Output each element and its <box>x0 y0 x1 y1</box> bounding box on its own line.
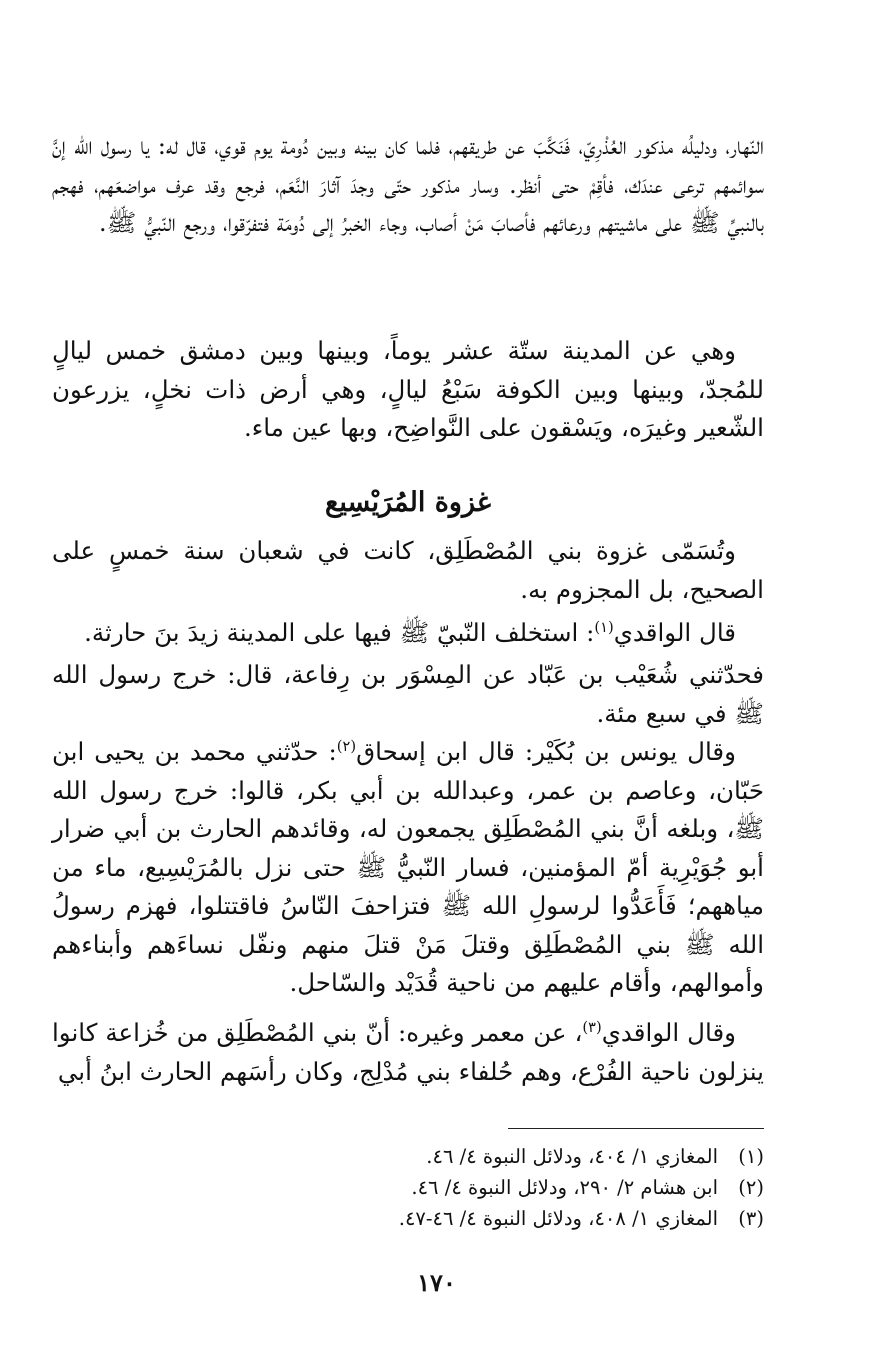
footnotes <box>52 1141 764 1234</box>
section-heading: غزوة المُرَيْسِيع <box>325 487 491 518</box>
paragraph-7-text-start: وقال الواقدي <box>601 1018 736 1047</box>
paragraph-4-text-end: : استخلف النّبيّ ﷺ فيها على المدينة زيدَ بنَ حارثة. <box>84 618 595 647</box>
footnote-item <box>52 1172 764 1203</box>
footnote-ref-2: (٢) <box>336 737 357 755</box>
footnote-number: (٣) <box>738 1207 764 1230</box>
page-number: ١٧٠ <box>417 1268 456 1297</box>
footnote-item <box>52 1141 764 1172</box>
paragraph-5: فحدّثني شُعَيْب بن عَبّاد عن المِسْوَر بن رِفاعة، قال: خرج رسول الله ﷺ في سبع مئة. <box>52 660 764 728</box>
paragraph-3: وتُسَمّى غزوة بني المُصْطَلِق، كانت في شعبان سنة خمسٍ على الصحيح، بل المجزوم به. <box>52 536 764 604</box>
footnote-text: ابن هشام ٢/ ٢٩٠، ودلائل النبوة ٤/ ٤٦. <box>411 1176 718 1199</box>
paragraph-7-text-end: ، عن معمر وغيره: أنّ بني المُصْطَلِق من خُزاعة كانوا ينزلون ناحية الفُرْع، وهم حُلفاء بني مُدْلِج، وكان رأسَهم الحارث ابنُ أبي <box>52 1018 764 1086</box>
footnote-separator <box>508 1128 764 1129</box>
paragraph-6-text-end: : حدّثني محمد بن يحيى ابن حَبّان، وعاصم بن عمر، وعبدالله بن أبي بكر، قالوا: خرج رسول الله ﷺ، وبلغه أنَّ بني المُصْطَلِق يجمعون له، وقائدهم الحارث بن أبي ضرار أبو جُوَيْرِية أمّ المؤمنين، فسار النّبيُّ ﷺ حتى نزل بالمُرَيْسِيع، ماء من مياههم؛ فَأَعَدُّوا لرسولِ الله ﷺ فتزاحفَ النّاسُ فاقتتلوا، فهزم رسولُ الله ﷺ بني المُصْطَلِق وقتلَ مَنْ قتلَ منهم ونفّل نساءَهم وأبناءهم وأموالهم، وأقام عليهم من ناحية قُدَيْد والسّاحل. <box>52 737 764 997</box>
paragraph-6-text-start: وقال يونس بن بُكَيْر: قال ابن إسحاق <box>356 737 736 766</box>
paragraph-1: النّهار، ودليلُه مذكور العُذْرِيّ، فَنَكَّبَ عن طريقهم، فلما كان بينه وبين دُومة يوم قوي، قال له: يا رسول الله إنَّ سوائمهم ترعى عندَك، فأقِمْ حتى أنظر. وسار مذكور حتّى وجدَ آثارَ النَّعَم، فرجع وقد عرف مواضعَهم، فهجم بالنبيِّ ﷺ على ماشيتهم ورعائهم فأصابَ مَنْ أصاب، وجاء الخبرُ إلى دُومَة فتفرّقوا، ورجع النّبيُّ ﷺ. <box>52 131 764 237</box>
footnote-item <box>52 1203 764 1234</box>
footnote-text: المغازي ١/ ٤٠٤، ودلائل النبوة ٤/ ٤٦. <box>426 1145 718 1168</box>
paragraph-4 <box>52 614 764 653</box>
paragraph-4-text-start: قال الواقدي <box>613 618 736 647</box>
paragraph-2: وهي عن المدينة ستّة عشر يوماً، وبينها وبين دمشق خمس ليالٍ للمُجدّ، وبينها وبين الكوفة سَبْعُ ليالٍ، وهي أرض ذات نخلٍ، يزرعون الشّعير وغيرَه، ويَسْقون على النَّواضِح، وبها عين ماء. <box>52 336 764 442</box>
footnote-ref-3: (٣) <box>582 1018 602 1036</box>
footnote-number: (٢) <box>738 1176 764 1199</box>
paragraph-6 <box>52 733 764 1003</box>
footnote-number: (١) <box>738 1145 764 1168</box>
footnote-ref-1: (١) <box>594 618 614 636</box>
footnote-text: المغازي ١/ ٤٠٨، ودلائل النبوة ٤/ ٤٦-٤٧. <box>398 1207 718 1230</box>
paragraph-7 <box>52 1014 764 1091</box>
